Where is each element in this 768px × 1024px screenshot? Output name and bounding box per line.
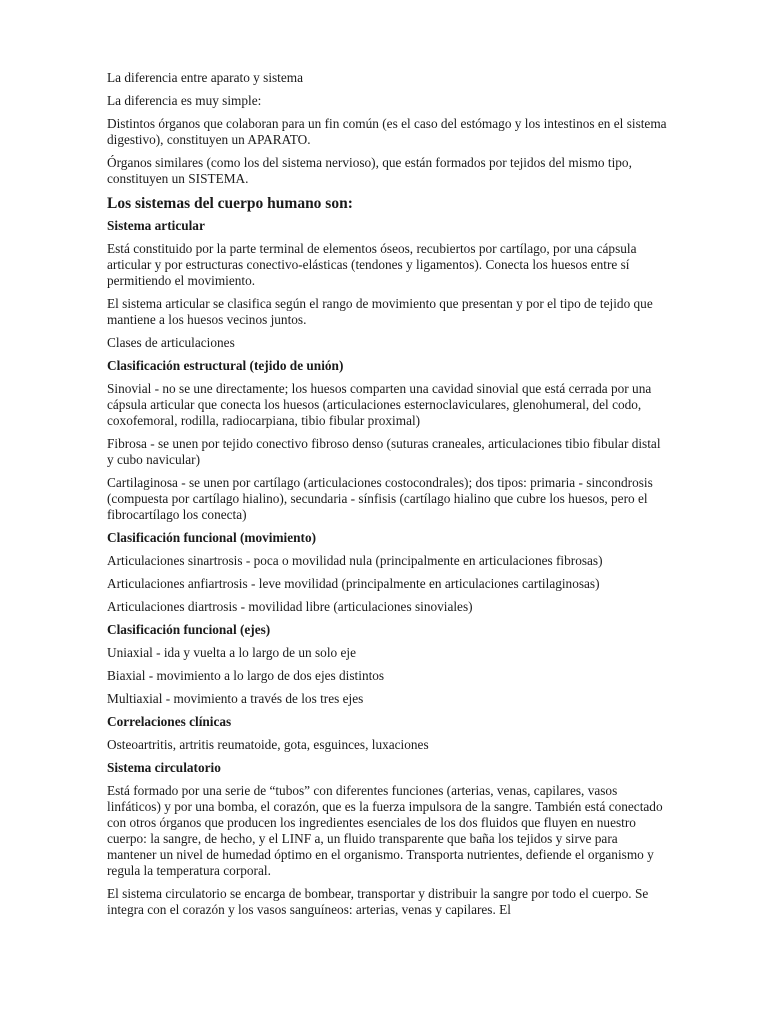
heading-clasificacion-ejes: Clasificación funcional (ejes) bbox=[107, 622, 271, 637]
paragraph-diartrosis: Articulaciones diartrosis - movilidad libre (articulaciones sinoviales) bbox=[107, 599, 473, 614]
heading-sistemas: Los sistemas del cuerpo humano son: bbox=[107, 195, 353, 212]
paragraph-circulatorio-funcion: El sistema circulatorio se encarga de bombear, transportar y distribuir la sangre por todo el cuerpo. Se integra con el corazón y los vasos sanguíneos: arterias, venas y capilares. El bbox=[107, 886, 649, 917]
paragraph-sinovial: Sinovial - no se une directamente; los huesos comparten una cavidad sinovial que está cerrada por una cápsula articular que conecta los huesos (articulaciones esternoclaviculares, glenohumeral, del codo, coxofemoral, rodilla, radiocarpiana, tibio fibular proximal) bbox=[107, 381, 652, 428]
heading-sistema-circulatorio: Sistema circulatorio bbox=[107, 760, 221, 775]
heading-sistema-articular: Sistema articular bbox=[107, 218, 205, 233]
heading-correlaciones-clinicas: Correlaciones clínicas bbox=[107, 714, 232, 729]
paragraph-sinartrosis: Articulaciones sinartrosis - poca o movilidad nula (principalmente en articulaciones fibrosas) bbox=[107, 553, 603, 568]
heading-clasificacion-movimiento: Clasificación funcional (movimiento) bbox=[107, 530, 317, 545]
paragraph-circulatorio-definicion: Está formado por una serie de “tubos” con diferentes funciones (arterias, venas, capilares, vasos linfáticos) y por una bomba, el corazón, que es la fuerza impulsora de la sangre. También está conectado con otros órganos que producen los ingredientes esenciales de los dos fluidos que fluyen en nuestro cuerpo: la sangre, de hecho, y el LINF a, un fluido transparente que baña los tejidos y sirve para mantener un nivel de humedad óptimo en el organismo. Transporta nutrientes, defiende el organismo y regula la temperatura corporal. bbox=[107, 783, 663, 878]
heading-clasificacion-estructural: Clasificación estructural (tejido de unión) bbox=[107, 358, 344, 373]
paragraph-biaxial: Biaxial - movimiento a lo largo de dos ejes distintos bbox=[107, 668, 385, 683]
paragraph-clases: Clases de articulaciones bbox=[107, 335, 235, 350]
paragraph-aparato: Distintos órganos que colaboran para un fin común (es el caso del estómago y los intestinos en el sistema digestivo), constituyen un APARATO. bbox=[107, 116, 667, 147]
paragraph-cartilaginosa: Cartilaginosa - se unen por cartílago (articulaciones costocondrales); dos tipos: primaria - sincondrosis (compuesta por cartílago hialino), secundaria - sínfisis (cartílago hialino que cubre los huesos, pero el fibrocartílago los conecta) bbox=[107, 475, 653, 522]
paragraph-uniaxial: Uniaxial - ida y vuelta a lo largo de un solo eje bbox=[107, 645, 356, 660]
paragraph-correlaciones: Osteoartritis, artritis reumatoide, gota, esguinces, luxaciones bbox=[107, 737, 429, 752]
paragraph-anfiartrosis: Articulaciones anfiartrosis - leve movilidad (principalmente en articulaciones cartilaginosas) bbox=[107, 576, 600, 591]
paragraph-fibrosa: Fibrosa - se unen por tejido conectivo fibroso denso (suturas craneales, articulaciones tibio fibular distal y cubo navicular) bbox=[107, 436, 661, 467]
paragraph-multiaxial: Multiaxial - movimiento a través de los tres ejes bbox=[107, 691, 364, 706]
paragraph-articular-clasificacion: El sistema articular se clasifica según el rango de movimiento que presentan y por el tipo de tejido que mantiene a los huesos vecinos juntos. bbox=[107, 296, 653, 327]
paragraph-intro: La diferencia es muy simple: bbox=[107, 93, 262, 108]
paragraph-intro-title: La diferencia entre aparato y sistema bbox=[107, 70, 304, 85]
paragraph-sistema: Órganos similares (como los del sistema nervioso), que están formados por tejidos del mismo tipo, constituyen un SISTEMA. bbox=[107, 155, 632, 186]
paragraph-articular-definicion: Está constituido por la parte terminal de elementos óseos, recubiertos por cartílago, por una cápsula articular y por estructuras conectivo-elásticas (tendones y ligamentos). Conecta los huesos entre sí permitiendo el movimiento. bbox=[107, 241, 637, 288]
